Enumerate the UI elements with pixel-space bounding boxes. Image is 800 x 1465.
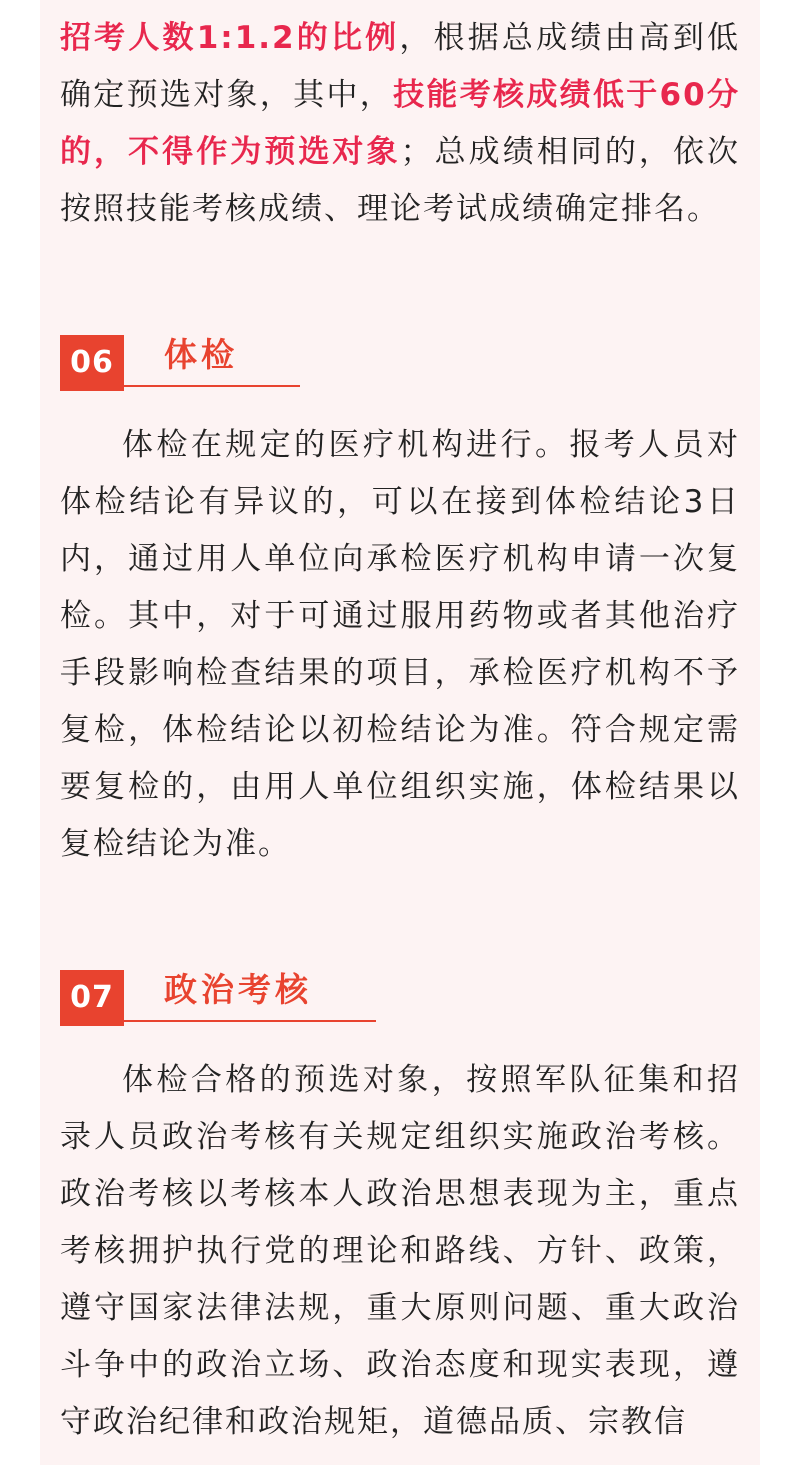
spacer [60,391,740,417]
section-title: 体检 [164,335,238,374]
article-content [60,10,740,1451]
highlight-ratio: 招考人数1:1.2的比例 [60,20,400,56]
highlight-skill-rule: 技能考核成绩低于60分的，不得作为预选对象 [60,77,741,170]
section-underline [124,1020,376,1022]
section-number-badge: 07 [60,970,124,1026]
article-page [40,0,760,1465]
section05-paragraph [60,10,740,238]
text-run: ；总成绩相同的，依次按照技能考核成绩、理论考试成绩确定排名。 [60,134,741,227]
section07-paragraph: 体检合格的预选对象，按照军队征集和招录人员政治考核有关规定组织实施政治考核。政治考核以考核本人政治思想表现为主，重点考核拥护执行党的理论和路线、方针、政策，遵守国家法律法规，重大原则问题、重大政治斗争中的政治立场、政治态度和现实表现，遵守政治纪律和政治规矩，道德品质、宗教信 [60,1062,740,1440]
spacer [60,238,740,335]
section-header-06 [60,335,740,391]
text-run: ，根据总成绩由高到低确定预选对象，其中， [60,20,741,113]
section-header-07 [60,970,740,1026]
section-number-badge: 06 [60,335,124,391]
spacer [60,1026,740,1052]
section06-paragraph: 体检在规定的医疗机构进行。报考人员对体检结论有异议的，可以在接到体检结论3日内，通过用人单位向承检医疗机构申请一次复检。其中，对于可通过服用药物或者其他治疗手段影响检查结果的项目，承检医疗机构不予复检，体检结论以初检结论为准。符合规定需要复检的，由用人单位组织实施，体检结果以复检结论为准。 [60,427,740,862]
section-title: 政治考核 [164,970,312,1009]
spacer [60,873,740,970]
section-underline [124,385,300,387]
